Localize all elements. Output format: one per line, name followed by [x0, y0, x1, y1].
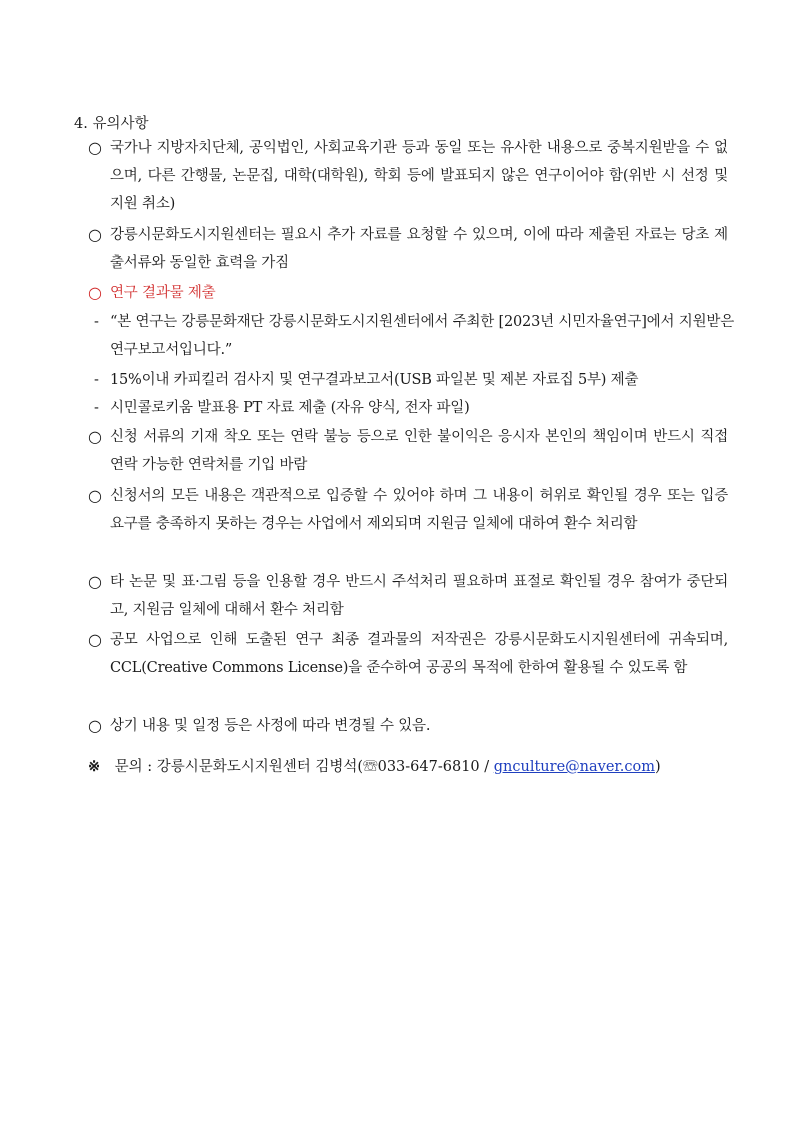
bullet-circle: ○ — [88, 572, 102, 591]
list-item — [88, 134, 728, 218]
bullet-circle: ○ — [88, 138, 102, 157]
item-text: 15%이내 카피킬러 검사지 및 연구결과보고서(USB 파일본 및 제본 자료집 5부) 제출 — [110, 372, 639, 388]
item-text: 타 논문 및 표·그림 등을 인용할 경우 반드시 주석처리 필요하며 표절로 확인될 경우 참여가 중단되고, 지원금 일체에 대해서 환수 처리함 — [110, 574, 728, 618]
bullet-circle: ○ — [88, 283, 102, 302]
sub-list-item — [94, 366, 734, 394]
item-text: “본 연구는 강릉문화재단 강릉시문화도시지원센터에서 주최한 [2023년 시민자율연구]에서 지원받은 연구보고서입니다.” — [110, 314, 734, 358]
item-text: 강릉시문화도시지원센터는 필요시 추가 자료를 요청할 수 있으며, 이에 따라 제출된 자료는 당초 제출서류와 동일한 효력을 가짐 — [110, 227, 728, 271]
item-text: 공모 사업으로 인해 도출된 연구 최종 결과물의 저작권은 강릉시문화도시지원센터에 귀속되며, CCL(Creative Commons License)을 준수하여 공공의 목적에 한하여 활용될 수 있도록 함 — [110, 632, 728, 676]
sub-list-item — [94, 394, 734, 422]
bullet-circle: ○ — [88, 486, 102, 505]
bullet-circle: ○ — [88, 427, 102, 446]
bullet-dash: - — [94, 400, 99, 416]
item-text: 상기 내용 및 일정 등은 사정에 따라 변경될 수 있음. — [110, 718, 431, 734]
bullet-circle: ○ — [88, 225, 102, 244]
list-item — [88, 279, 728, 307]
list-item — [88, 482, 728, 538]
contact-suffix: ) — [654, 759, 661, 775]
list-item — [88, 221, 728, 277]
contact-text: 문의 : 강릉시문화도시지원센터 김병석(☏033-647-6810 / — [114, 759, 494, 775]
item-text: 시민콜로키움 발표용 PT 자료 제출 (자유 양식, 전자 파일) — [110, 400, 470, 416]
bullet-dash: - — [94, 372, 99, 388]
item-text: 신청서의 모든 내용은 객관적으로 입증할 수 있어야 하며 그 내용이 허위로 확인될 경우 또는 입증 요구를 충족하지 못하는 경우는 사업에서 제외되며 지원금 일체에 대하여 환수 처리함 — [110, 488, 728, 532]
bullet-dash: - — [94, 314, 99, 330]
item-text: 국가나 지방자치단체, 공익법인, 사회교육기관 등과 동일 또는 유사한 내용으로 중복지원받을 수 없으며, 다른 간행물, 논문집, 대학(대학원), 학회 등에 발표되지 않은 연구이어야 함(위반 시 선정 및 지원 취소) — [110, 140, 728, 212]
list-item — [88, 423, 728, 479]
bullet-circle: ○ — [88, 716, 102, 735]
list-item — [88, 626, 728, 682]
list-item — [88, 568, 728, 624]
bullet-circle: ○ — [88, 630, 102, 649]
item-text: 신청 서류의 기재 착오 또는 연락 불능 등으로 인한 불이익은 응시자 본인의 책임이며 반드시 직접 연락 가능한 연락처를 기입 바람 — [110, 429, 728, 473]
sub-list-item — [94, 308, 734, 364]
email-link[interactable]: gnculture@naver.com — [493, 759, 655, 775]
list-item — [88, 712, 728, 740]
contact-line — [88, 756, 661, 778]
section-heading: 4. 유의사항 — [74, 116, 149, 132]
item-text-highlight: 연구 결과물 제출 — [110, 285, 216, 301]
reference-mark: ※ — [88, 758, 101, 775]
